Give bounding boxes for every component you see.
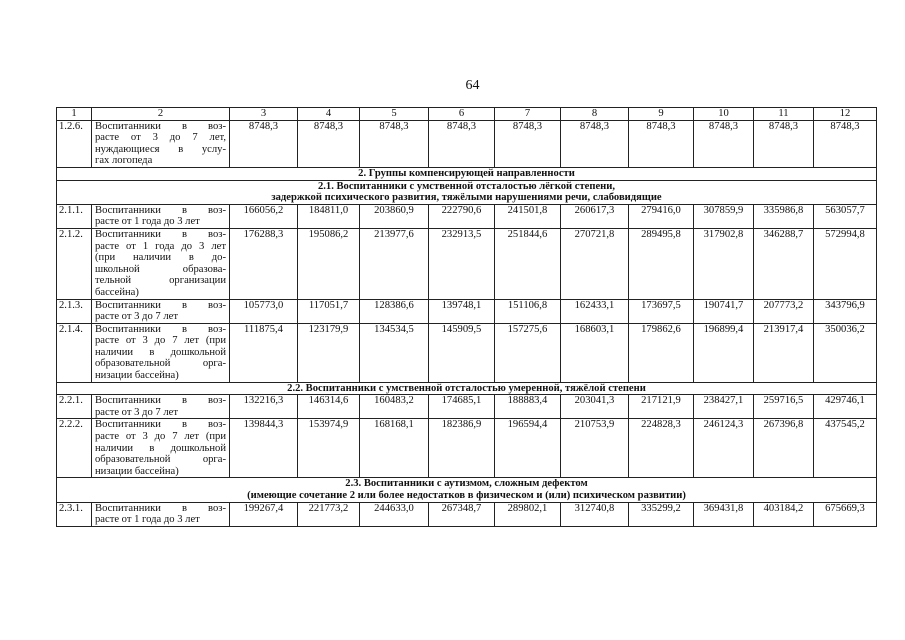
section-heading [57,180,877,204]
row-value: 260617,3 [561,204,629,228]
row-name-line: образовательной орга- [95,454,226,466]
row-value: 267348,7 [429,502,495,526]
row-value: 174685,1 [429,395,495,419]
row-value: 196594,4 [495,419,561,478]
row-value: 188883,4 [495,395,561,419]
row-value: 238427,1 [694,395,754,419]
row-value: 289802,1 [495,502,561,526]
row-value: 8748,3 [561,120,629,167]
column-header: 7 [495,108,561,121]
row-code: 2.1.1. [57,204,92,228]
row-value: 160483,2 [360,395,429,419]
row-value: 335299,2 [629,502,694,526]
row-code: 2.2.2. [57,419,92,478]
row-code: 2.2.1. [57,395,92,419]
row-value: 203860,9 [360,204,429,228]
row-value: 437545,2 [814,419,877,478]
row-name-line: наличии в дошкольной [95,442,226,454]
row-value: 179862,6 [629,323,694,382]
row-name [92,299,230,323]
row-value: 350036,2 [814,323,877,382]
row-value: 675669,3 [814,502,877,526]
row-value: 251844,6 [495,228,561,299]
row-value: 241501,8 [495,204,561,228]
row-value: 195086,2 [298,228,360,299]
row-name-line: расте от 1 года до 3 лет [95,514,200,526]
row-value: 157275,6 [495,323,561,382]
row-name-line: Воспитанники в воз- [95,228,226,240]
row-value: 307859,9 [694,204,754,228]
row-code: 2.1.2. [57,228,92,299]
row-value: 222790,6 [429,204,495,228]
row-name-line: низации бассейна) [95,465,179,477]
column-header: 2 [92,108,230,121]
section-heading [57,382,877,395]
row-name-line: расте от 3 до 7 лет (при [95,431,226,443]
row-value: 176288,3 [230,228,298,299]
row-name-line: низации бассейна) [95,370,179,382]
row-value: 346288,7 [754,228,814,299]
row-value: 429746,1 [814,395,877,419]
row-value: 123179,9 [298,323,360,382]
row-name-line: Воспитанники в воз- [95,323,226,335]
row-value: 8748,3 [754,120,814,167]
row-name [92,120,230,167]
row-code: 2.3.1. [57,502,92,526]
section-heading-line: (имеющие сочетание 2 или более недостатков в физическом и (или) психическом развитии) [247,490,686,501]
column-header: 5 [360,108,429,121]
row-value: 199267,4 [230,502,298,526]
section-heading-line: задержкой психического развития, тяжёлыми нарушениями речи, слабовидящие [271,192,662,204]
row-value: 289495,8 [629,228,694,299]
row-value: 232913,5 [429,228,495,299]
section-heading-line: 2.1. Воспитанники с умственной отсталостью лёгкой степени, [317,180,616,192]
row-value: 213917,4 [754,323,814,382]
row-value: 8748,3 [360,120,429,167]
row-value: 139844,3 [230,419,298,478]
row-value: 207773,2 [754,299,814,323]
section-heading [57,167,877,180]
row-value: 270721,8 [561,228,629,299]
row-value: 217121,9 [629,395,694,419]
section-heading-row [57,167,877,180]
row-value: 184811,0 [298,204,360,228]
row-name [92,204,230,228]
column-header: 10 [694,108,754,121]
table-row [57,204,877,228]
row-name-line: бассейна) [95,286,139,298]
row-name-line: Воспитанники в воз- [95,204,226,216]
row-value: 259716,5 [754,395,814,419]
row-name-line: гах логопеда [95,155,153,167]
row-value: 151106,8 [495,299,561,323]
row-value: 213977,6 [360,228,429,299]
row-value: 224828,3 [629,419,694,478]
row-value: 146314,6 [298,395,360,419]
table-row [57,299,877,323]
table-row [57,228,877,299]
row-name [92,419,230,478]
table-row [57,120,877,167]
row-value: 111875,4 [230,323,298,382]
row-value: 8748,3 [298,120,360,167]
column-header: 11 [754,108,814,121]
row-name [92,502,230,526]
row-value: 166056,2 [230,204,298,228]
column-header: 9 [629,108,694,121]
row-value: 246124,3 [694,419,754,478]
section-heading-line: 2.2. Воспитанники с умственной отсталостью умеренной, тяжёлой степени [287,382,646,394]
row-value: 267396,8 [754,419,814,478]
row-code: 2.1.3. [57,299,92,323]
row-value: 134534,5 [360,323,429,382]
row-value: 8748,3 [694,120,754,167]
row-name [92,395,230,419]
row-value: 173697,5 [629,299,694,323]
row-value: 196899,4 [694,323,754,382]
section-heading-row [57,382,877,395]
row-value: 572994,8 [814,228,877,299]
row-value: 190741,7 [694,299,754,323]
row-value: 8748,3 [814,120,877,167]
row-name-line: Воспитанники в воз- [95,299,226,311]
row-value: 128386,6 [360,299,429,323]
tariff-table [56,107,877,527]
page-number: 64 [465,78,480,93]
column-header: 3 [230,108,298,121]
row-value: 343796,9 [814,299,877,323]
row-value: 369431,8 [694,502,754,526]
column-header: 8 [561,108,629,121]
row-name [92,228,230,299]
row-value: 8748,3 [230,120,298,167]
column-header: 12 [814,108,877,121]
section-heading-line: 2.3. Воспитанники с аутизмом, сложным дефектом [345,478,588,490]
column-header: 4 [298,108,360,121]
row-name-line: (при наличии в до- [95,252,226,264]
row-value: 210753,9 [561,419,629,478]
row-value: 403184,2 [754,502,814,526]
table-row [57,395,877,419]
header-row [57,108,877,121]
row-name-line: нуждающиеся в услу- [95,143,226,155]
row-name-line: Воспитанники в воз- [95,120,226,132]
row-name-line: Воспитанники в воз- [95,502,226,514]
row-value: 132216,3 [230,395,298,419]
row-value: 162433,1 [561,299,629,323]
row-name-line: Воспитанники в воз- [95,395,226,407]
table-row [57,502,877,526]
column-header: 1 [57,108,92,121]
row-name-line: расте от 1 года до 3 лет [95,240,226,252]
row-value: 8748,3 [629,120,694,167]
row-code: 2.1.4. [57,323,92,382]
table-row [57,419,877,478]
row-value: 153974,9 [298,419,360,478]
row-name-line: расте от 3 до 7 лет, [95,132,226,144]
column-header: 6 [429,108,495,121]
row-name-line: наличии в дошкольной [95,346,226,358]
row-value: 8748,3 [429,120,495,167]
row-value: 145909,5 [429,323,495,382]
row-name-line: расте от 1 года до 3 лет [95,216,200,228]
row-value: 312740,8 [561,502,629,526]
section-heading [57,478,877,502]
row-value: 168603,1 [561,323,629,382]
row-value: 203041,3 [561,395,629,419]
row-name-line: расте от 3 до 7 лет [95,311,178,323]
section-heading-line: 2. Группы компенсирующей направленности [358,167,575,179]
row-value: 117051,7 [298,299,360,323]
row-name-line: образовательной орга- [95,358,226,370]
section-heading-row [57,478,877,502]
table-row [57,323,877,382]
row-value: 8748,3 [495,120,561,167]
row-value: 168168,1 [360,419,429,478]
row-name [92,323,230,382]
row-value: 317902,8 [694,228,754,299]
row-value: 279416,0 [629,204,694,228]
row-value: 221773,2 [298,502,360,526]
row-name-line: расте от 3 до 7 лет [95,406,178,418]
row-name-line: Воспитанники в воз- [95,419,226,431]
section-heading-row [57,180,877,204]
row-value: 335986,8 [754,204,814,228]
row-value: 563057,7 [814,204,877,228]
row-value: 105773,0 [230,299,298,323]
row-name-line: тельной организации [95,275,226,287]
row-value: 182386,9 [429,419,495,478]
row-name-line: школьной образова- [95,263,226,275]
row-code: 1.2.6. [57,120,92,167]
row-name-line: расте от 3 до 7 лет (при [95,335,226,347]
row-value: 139748,1 [429,299,495,323]
row-value: 244633,0 [360,502,429,526]
